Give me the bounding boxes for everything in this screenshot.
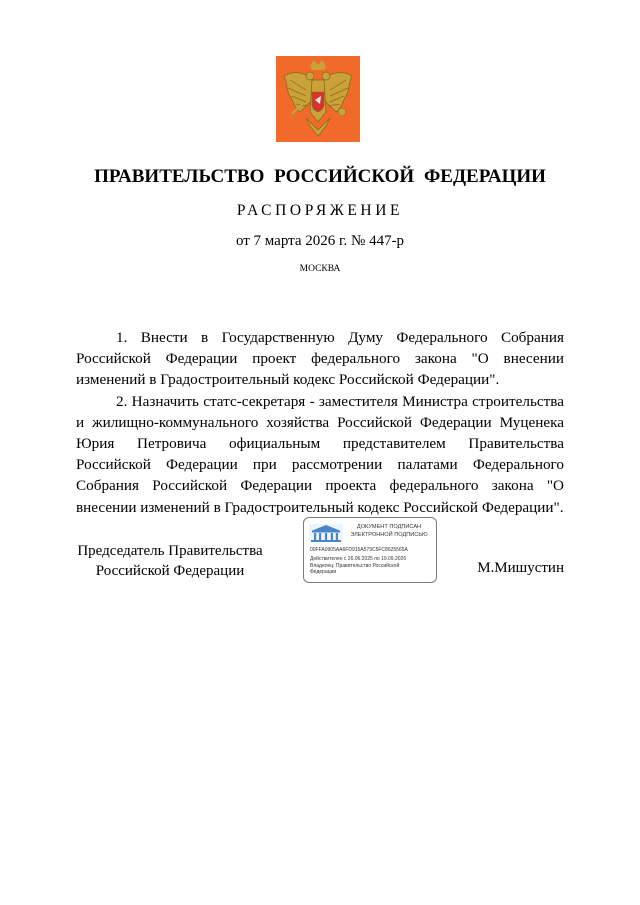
government-building-icon — [309, 524, 343, 542]
stamp-title — [344, 524, 434, 539]
document-date-number: от 7 марта 2026 г. № 447-р — [235, 233, 405, 249]
signer-position-line-1: Председатель Правительства — [77, 543, 263, 559]
coat-of-arms-icon — [276, 56, 360, 142]
stamp-serial: 00FFA0905AA6FD915A579C5FC8625565A — [310, 547, 408, 553]
signer-position — [70, 541, 270, 581]
stamp-title-line-1: ДОКУМЕНТ ПОДПИСАН — [356, 524, 422, 530]
signer-position-line-2: Российской Федерации — [95, 563, 245, 579]
government-title: ПРАВИТЕЛЬСТВО РОССИЙСКОЙ ФЕДЕРАЦИИ — [94, 166, 546, 187]
document-city: МОСКВА — [299, 264, 341, 274]
document-type: РАСПОРЯЖЕНИЕ — [236, 202, 404, 219]
electronic-signature-stamp — [303, 517, 437, 583]
signer-name: М.Мишустин — [477, 560, 564, 576]
document-body — [76, 327, 564, 518]
paragraph-2: 2. Назначить статс-секретаря - заместителя Министра строительства и жилищно-коммунального хозяйства Российской Федерации Муценека Юрия Петровича официальным представителем Правительства Российской Федерации при рассмотрении палатами Федерального Собрания Российской Федерации проекта федерального закона "О внесении изменений в Градостроительный кодекс Российской Федерации". — [76, 392, 564, 516]
stamp-owner-line-1: Владелец: Правительство Российской — [310, 563, 400, 569]
stamp-validity: Действителен с 26.06.2025 по 19.09.2026 — [310, 556, 407, 562]
stamp-owner-line-2: Федерации — [310, 569, 337, 575]
stamp-title-line-2: ЭЛЕКТРОННОЙ ПОДПИСЬЮ — [350, 531, 428, 538]
paragraph-1: 1. Внести в Государственную Думу Федерального Собрания Российской Федерации проект федерального закона "О внесении изменений в Градостроительный кодекс Российской Федерации". — [76, 329, 564, 389]
